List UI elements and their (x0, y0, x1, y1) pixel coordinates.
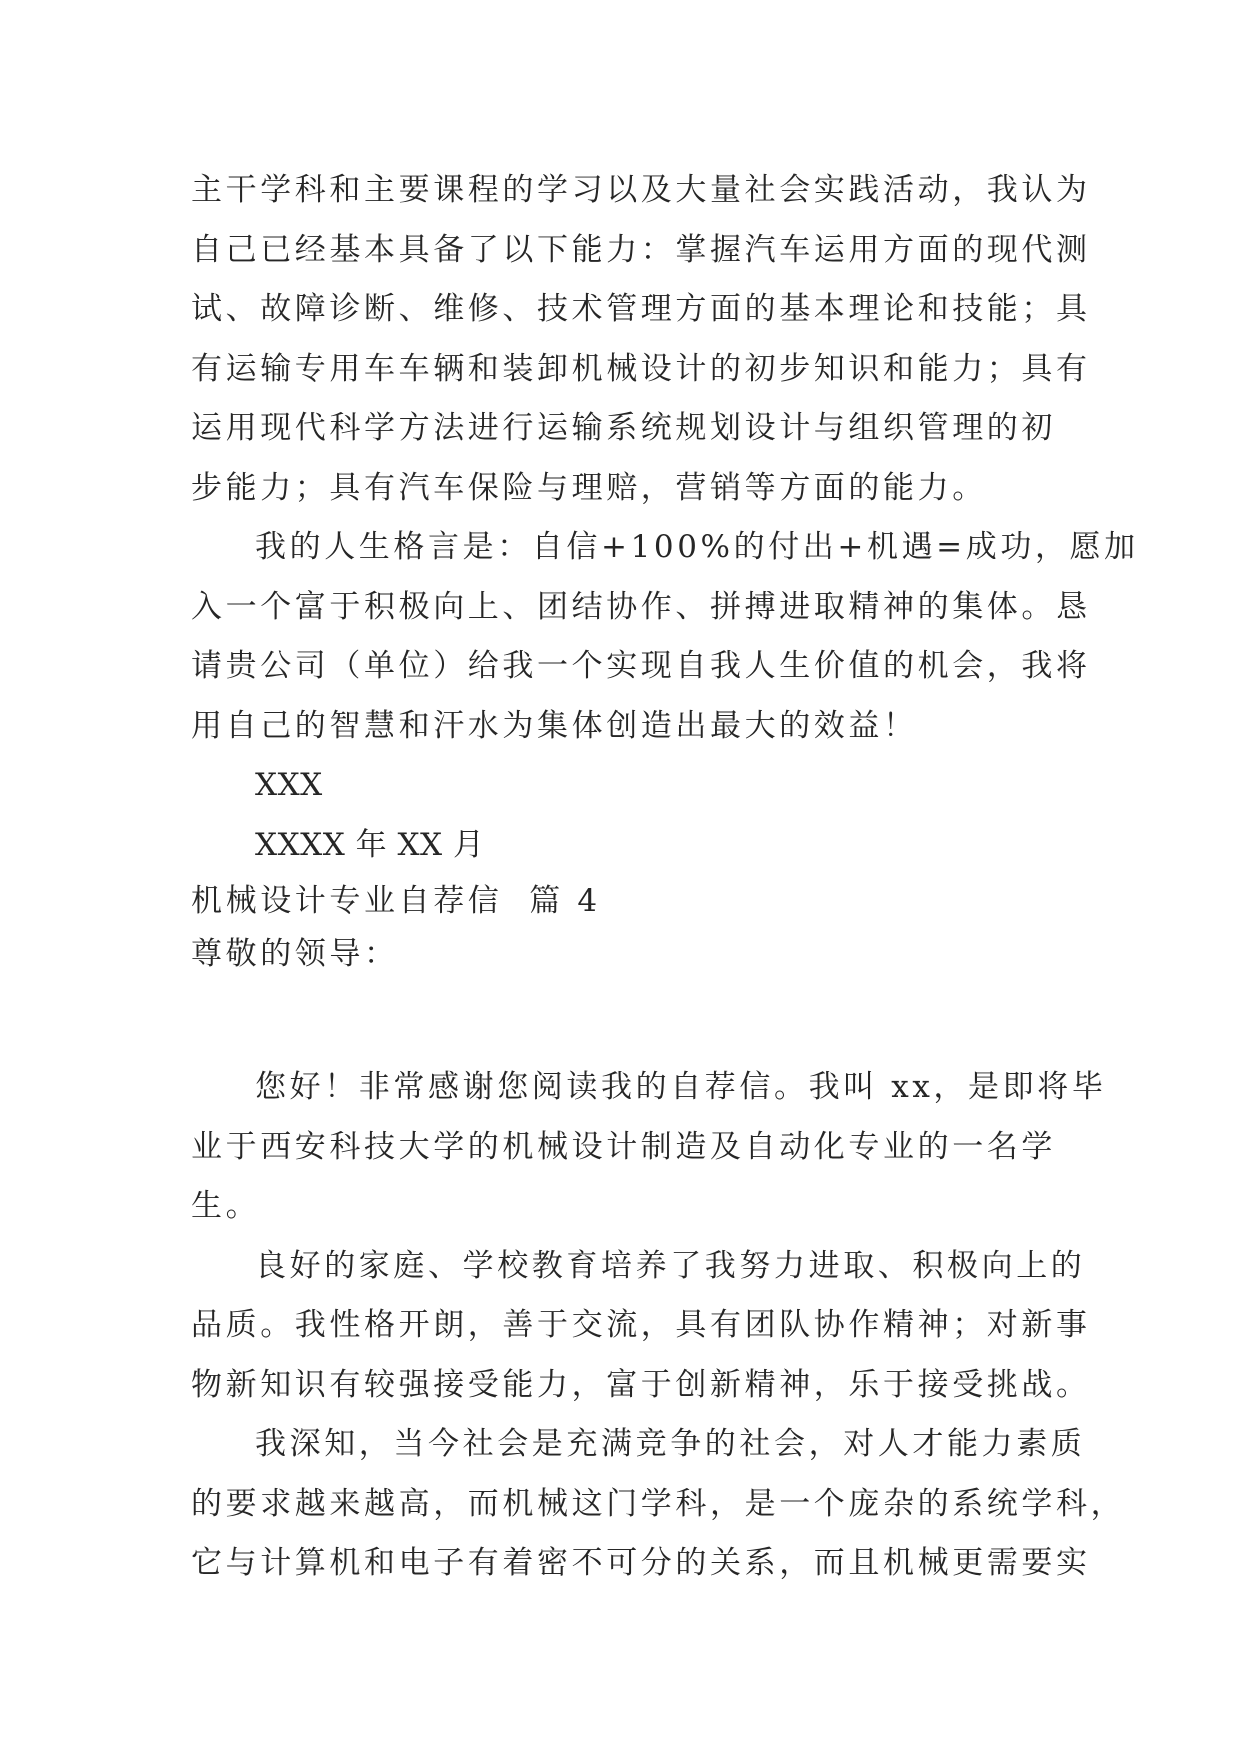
text-line: 请贵公司（单位）给我一个实现自我人生价值的机会，我将 (191, 648, 1091, 684)
text-line: 物新知识有较强接受能力，富于创新精神，乐于接受挑战。 (191, 1366, 1091, 1403)
paragraph (191, 161, 1091, 518)
text-line: 我深知，当今社会是充满竞争的社会，对人才能力素质 (255, 1426, 1086, 1462)
text-line: 运用现代科学方法进行运输系统规划设计与组织管理的初 (191, 410, 1056, 446)
text-line: 自己已经基本具备了以下能力：掌握汽车运用方面的现代测 (191, 231, 1091, 268)
text-line: 的要求越来越高，而机械这门学科，是一个庞杂的系统学科， (191, 1485, 1126, 1522)
text-line: 主干学科和主要课程的学习以及大量社会实践活动，我认为 (191, 172, 1091, 208)
paragraph (191, 518, 1139, 756)
paragraph (191, 1415, 1126, 1594)
document-body (191, 161, 1139, 1594)
text-line: 品质。我性格开朗，善于交流，具有团队协作精神；对新事 (191, 1307, 1091, 1343)
text-line: 良好的家庭、学校教育培养了我努力进取、积极向上的 (255, 1247, 1086, 1284)
signature-block (191, 756, 1063, 875)
blank-spacer (191, 981, 1063, 1058)
text-line: 业于西安科技大学的机械设计制造及自动化专业的一名学 (191, 1128, 1056, 1165)
text-line: 试、故障诊断、维修、技术管理方面的基本理论和技能；具 (191, 291, 1091, 327)
signature-date: XXXX 年 XX 月 (255, 826, 485, 863)
text-line: 步能力；具有汽车保险与理赔，营销等方面的能力。 (191, 469, 987, 506)
signature-name: XXX (255, 767, 323, 803)
text-line: 用自己的智慧和汗水为集体创造出最大的效益！ (191, 707, 918, 744)
salutation: 尊敬的领导： (191, 936, 399, 972)
text-line: 入一个富于积极向上、团结协作、拼搏进取精神的集体。恳 (191, 588, 1091, 625)
text-line: 它与计算机和电子有着密不可分的关系，而且机械更需要实 (191, 1545, 1091, 1581)
paragraph (191, 1237, 1091, 1416)
text-line: 我的人生格言是：自信+100%的付出+机遇=成功，愿加 (255, 529, 1139, 565)
text-line: 生。 (191, 1188, 261, 1224)
text-line: 您好！非常感谢您阅读我的自荐信。我叫 xx，是即将毕 (255, 1069, 1107, 1105)
paragraph (191, 1058, 1107, 1237)
section-title: 机械设计专业自荐信 篇 4 (191, 883, 601, 919)
text-line: 有运输专用车车辆和装卸机械设计的初步知识和能力；具有 (191, 350, 1091, 387)
